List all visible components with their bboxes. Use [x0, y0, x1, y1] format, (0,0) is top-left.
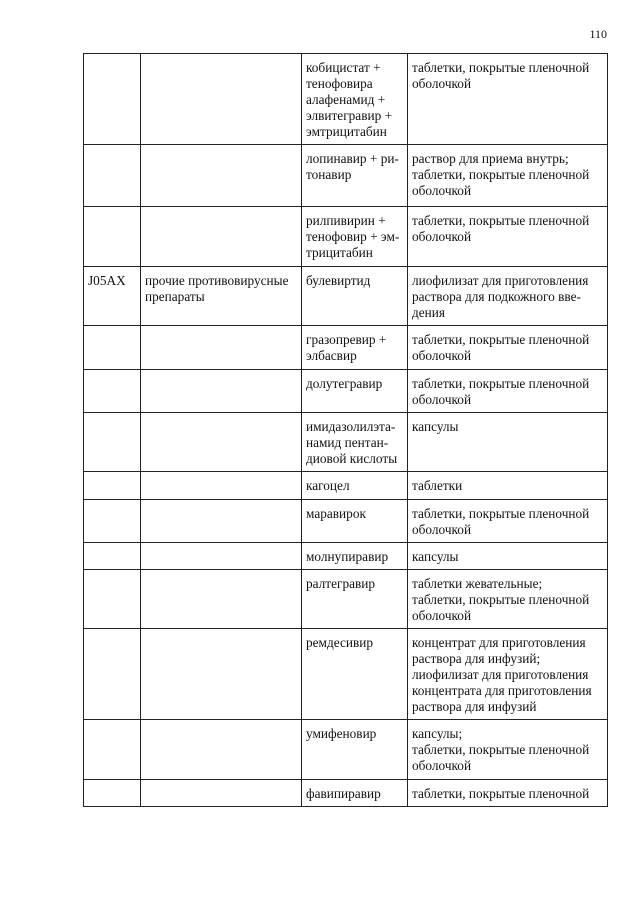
cell-group: [141, 413, 302, 472]
cell-form: лиофилизат для приготовления раствора для подкожного вве- дения: [408, 267, 608, 326]
cell-form: капсулы: [408, 543, 608, 570]
cell-form: таблетки, покрытые пленочной оболочкой: [408, 326, 608, 370]
cell-drug: молнупиравир: [302, 543, 408, 570]
table-row: [84, 207, 608, 267]
table-row: [84, 720, 608, 780]
cell-form: таблетки, покрытые пленочной: [408, 780, 608, 807]
cell-group: [141, 472, 302, 500]
cell-form: капсулы; таблетки, покрытые пленочной оболочкой: [408, 720, 608, 780]
cell-group: [141, 145, 302, 207]
cell-drug: гразопревир + элбасвир: [302, 326, 408, 370]
cell-form: таблетки, покрытые пленочной оболочкой: [408, 370, 608, 413]
table-row: [84, 500, 608, 543]
cell-group: [141, 720, 302, 780]
cell-code: [84, 780, 141, 807]
cell-code: J05AX: [84, 267, 141, 326]
cell-drug: лопинавир + ри- тонавир: [302, 145, 408, 207]
table-row: [84, 370, 608, 413]
cell-form: таблетки жевательные; таблетки, покрытые пленочной оболочкой: [408, 570, 608, 629]
cell-code: [84, 207, 141, 267]
cell-drug: маравирок: [302, 500, 408, 543]
cell-form: таблетки, покрытые пленочной оболочкой: [408, 54, 608, 145]
cell-code: [84, 720, 141, 780]
cell-code: [84, 370, 141, 413]
cell-form: концентрат для приготовления раствора для инфузий; лиофилизат для приготовления концентрата для приготовления раствора для инфузий: [408, 629, 608, 720]
table-row: [84, 472, 608, 500]
cell-drug: умифеновир: [302, 720, 408, 780]
drug-table: [83, 53, 608, 807]
cell-form: раствор для приема внутрь; таблетки, покрытые пленочной оболочкой: [408, 145, 608, 207]
table-row: [84, 629, 608, 720]
cell-code: [84, 145, 141, 207]
cell-drug: ремдесивир: [302, 629, 408, 720]
table-row: [84, 413, 608, 472]
table-row: [84, 570, 608, 629]
cell-drug: булевиртид: [302, 267, 408, 326]
table-row: [84, 267, 608, 326]
cell-group: [141, 543, 302, 570]
cell-form: капсулы: [408, 413, 608, 472]
cell-group: прочие противовирусные препараты: [141, 267, 302, 326]
cell-code: [84, 629, 141, 720]
cell-code: [84, 413, 141, 472]
cell-group: [141, 54, 302, 145]
cell-drug: фавипиравир: [302, 780, 408, 807]
page-number: 110: [589, 27, 607, 41]
cell-code: [84, 326, 141, 370]
cell-drug: рилпивирин + тенофовир + эм- трицитабин: [302, 207, 408, 267]
cell-form: таблетки: [408, 472, 608, 500]
cell-group: [141, 570, 302, 629]
cell-drug: кагоцел: [302, 472, 408, 500]
table-row: [84, 780, 608, 807]
table-row: [84, 145, 608, 207]
cell-form: таблетки, покрытые пленочной оболочкой: [408, 500, 608, 543]
cell-drug: ралтегравир: [302, 570, 408, 629]
cell-group: [141, 370, 302, 413]
table-row: [84, 326, 608, 370]
cell-code: [84, 500, 141, 543]
cell-drug: долутегравир: [302, 370, 408, 413]
cell-code: [84, 570, 141, 629]
cell-form: таблетки, покрытые пленочной оболочкой: [408, 207, 608, 267]
cell-group: [141, 326, 302, 370]
cell-group: [141, 780, 302, 807]
cell-group: [141, 500, 302, 543]
table-body: [84, 54, 608, 807]
cell-drug: кобицистат + тенофовира алафенамид + элвитегравир + эмтрицитабин: [302, 54, 408, 145]
cell-code: [84, 543, 141, 570]
table-row: [84, 54, 608, 145]
cell-code: [84, 472, 141, 500]
cell-drug: имидазолилэта- намид пентан- диовой кислоты: [302, 413, 408, 472]
cell-code: [84, 54, 141, 145]
cell-group: [141, 629, 302, 720]
cell-group: [141, 207, 302, 267]
table-row: [84, 543, 608, 570]
